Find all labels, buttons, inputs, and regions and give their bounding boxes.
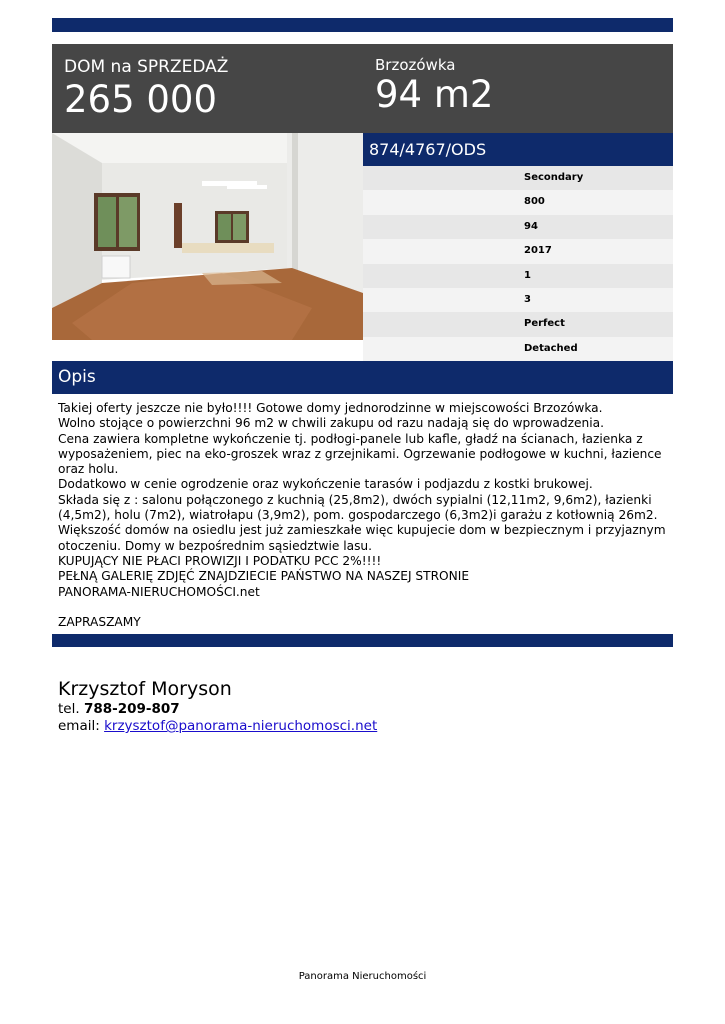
- description-paragraph: Dodatkowo w cenie ogrodzenie oraz wykończenie tarasów i podjazdu z kostki brukowej.: [58, 477, 593, 492]
- description-paragraph: PEŁNĄ GALERIĘ ZDJĘĆ ZNAJDZIECIE PAŃSTWO NA NASZEJ STRONIE: [58, 569, 470, 584]
- property-photo: [52, 133, 363, 340]
- description-heading: Opis: [52, 361, 673, 394]
- description-paragraph: Takiej oferty jeszcze nie było!!!! Gotowe domy jednorodzinne w miejscowości Brzozówka.: [58, 401, 603, 415]
- agent-phone-line: [58, 701, 377, 718]
- description-paragraph: Składa się z : salonu połączonego z kuchnią (25,8m2), dwóch sypialni (12,11m2, 9,6m2), łazienki (4,5m2), holu (7m2), wiatrołapu (3,9m2), pom. gospodarczego (6,3m2)i garażu z kotłownią 26m2.: [58, 492, 658, 523]
- description-paragraph: PANORAMA-NIERUCHOMOŚCI.net: [58, 584, 260, 599]
- param-row-plot: 800: [363, 190, 673, 214]
- listing-header: [52, 44, 673, 133]
- description-text: [58, 401, 670, 630]
- description-paragraph: Wolno stojące o powierzchni 96 m2 w chwili zakupu od razu nadają się do wprowadzenia.: [58, 416, 604, 431]
- top-bar: [52, 18, 673, 32]
- closing-text: ZAPRASZAMY: [58, 615, 141, 630]
- header-left: [64, 57, 228, 121]
- header-right: [375, 56, 493, 116]
- agent-name: Krzysztof Moryson: [58, 678, 232, 700]
- footer-text: Panorama Nieruchomości: [298, 971, 427, 982]
- property-price: 265 000: [64, 78, 218, 121]
- property-city: Brzozówka: [375, 56, 456, 74]
- agent-email-link[interactable]: krzysztof@panorama-nieruchomosci.net: [104, 718, 378, 734]
- param-row-floors: 1: [363, 264, 673, 288]
- property-type: DOM na SPRZEDAŻ: [64, 57, 229, 77]
- agent-contact: [58, 677, 377, 735]
- phone-label: tel.: [58, 701, 80, 717]
- property-area: 94 m2: [375, 73, 494, 116]
- description-paragraph: Cena zawiera kompletne wykończenie tj. podłogi-panele lub kafle, gładź na ścianach, łazienka z wyposażeniem, piec na eko-groszek wraz z grzejnikami. Ogrzewanie podłogowe w kuchni, łazience oraz holu.: [58, 431, 662, 477]
- param-row-rooms: 3: [363, 288, 673, 312]
- agent-email-line: [58, 718, 377, 735]
- param-row-year: 2017: [363, 239, 673, 263]
- param-row-area: 94: [363, 215, 673, 239]
- parameters-table: [363, 166, 673, 361]
- bottom-bar: [52, 634, 673, 647]
- agent-phone: 788-209-807: [83, 701, 180, 717]
- param-row-building-type: Detached: [363, 337, 673, 361]
- email-label: email:: [58, 718, 100, 734]
- description-paragraph: KUPUJĄCY NIE PŁACI PROWIZJI I PODATKU PCC 2%!!!!: [58, 553, 382, 568]
- param-row-condition: Perfect: [363, 312, 673, 336]
- description-paragraph: Większość domów na osiedlu jest już zamieszkałe więc kupujecie dom w bezpiecznym i przyjaznym otoczeniu. Domy w bezpośrednim sąsiedztwie lasu.: [58, 523, 666, 553]
- listing-reference: 874/4767/ODS: [363, 133, 673, 166]
- param-row-market: Secondary: [363, 166, 673, 190]
